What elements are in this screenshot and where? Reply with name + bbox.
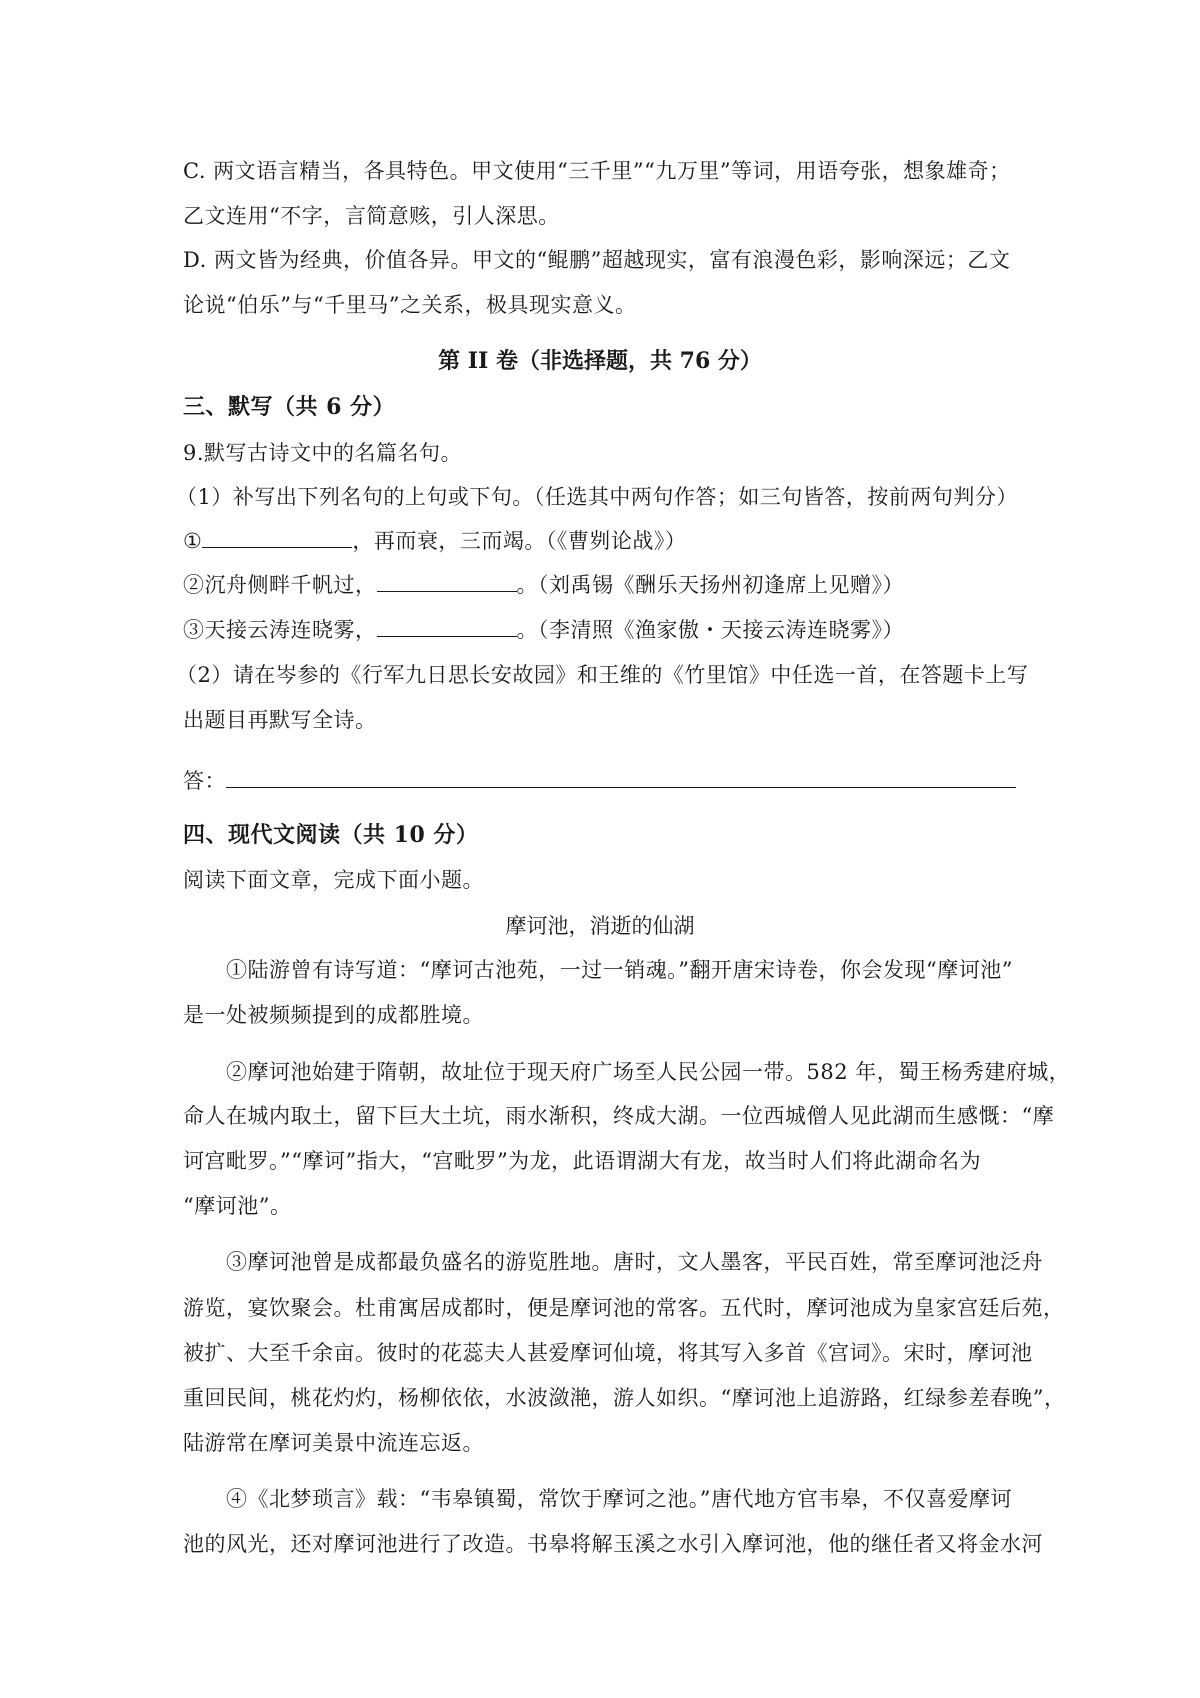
article-title: 摩诃池，消逝的仙湖 <box>505 914 695 938</box>
article-line: ③摩诃池曾是成都最负盛名的游览胜地。唐时，文人墨客，平民百姓，常至摩诃池泛舟 <box>226 1250 1043 1274</box>
section-4-heading: 四、现代文阅读（共 10 分） <box>183 822 479 848</box>
article-line: ②摩诃池始建于隋朝，故址位于现天府广场至人民公园一带。582 年，蜀王杨秀建府城， <box>226 1060 1071 1084</box>
article-line: 重回民间，桃花灼灼，杨柳依依，水波潋滟，游人如织。“摩诃池上追游路，红绿参差春晚”， <box>183 1386 1066 1410</box>
section-3-heading: 三、默写（共 6 分） <box>183 394 396 420</box>
volume-2-title: 第 II 卷（非选择题，共 76 分） <box>438 348 762 374</box>
article-line: 被扩、大至千余亩。彼时的花蕊夫人甚爱摩诃仙境，将其写入多首《宫词》。宋时，摩诃池 <box>183 1341 1033 1365</box>
answer-line[interactable] <box>226 767 1016 788</box>
fill-blank-1[interactable] <box>202 527 352 548</box>
article-line: 诃宫毗罗。”“摩诃”指大，“宫毗罗”为龙，此语谓湖大有龙，故当时人们将此湖命名为 <box>183 1149 982 1173</box>
answer-row <box>183 766 1016 796</box>
fill-item-2-prefix: ②沉舟侧畔千帆过， <box>183 573 377 597</box>
fill-blank-2[interactable] <box>377 571 517 592</box>
fill-item-3 <box>183 615 904 645</box>
fill-item-3-suffix: 。（李清照《渔家傲・天接云涛连晓雾》） <box>516 618 904 642</box>
option-d-line-2: 论说“伯乐”与“千里马”之关系，极具现实意义。 <box>183 293 637 317</box>
question-9-part-2-line-1: （2）请在岑参的《行军九日思长安故园》和王维的《竹里馆》中任选一首，在答题卡上写 <box>176 663 1029 687</box>
reading-intro: 阅读下面文章，完成下面小题。 <box>183 868 484 892</box>
fill-item-1 <box>183 526 686 556</box>
article-line: 游览，宴饮聚会。杜甫寓居成都时，便是摩诃池的常客。五代时，摩诃池成为皇家宫廷后苑， <box>183 1296 1065 1320</box>
answer-label: 答： <box>183 769 226 793</box>
option-c-line-1: C. 两文语言精当，各具特色。甲文使用“三千里”“九万里”等词，用语夸张，想象雄奇； <box>183 159 1011 183</box>
fill-item-2-suffix: 。（刘禹锡《酬乐天扬州初逢席上见赠》） <box>516 573 904 597</box>
fill-blank-3[interactable] <box>377 616 517 637</box>
article-line: 陆游常在摩诃美景中流连忘返。 <box>183 1431 484 1455</box>
fill-item-3-prefix: ③天接云涛连晓雾， <box>183 618 377 642</box>
article-line: 池的风光，还对摩诃池进行了改造。书皋将解玉溪之水引入摩诃池，他的继任者又将金水河 <box>183 1532 1043 1556</box>
article-line: “摩诃池”。 <box>183 1194 292 1218</box>
article-line: ①陆游曾有诗写道：“摩诃古池苑，一过一销魂。”翻开唐宋诗卷，你会发现“摩诃池” <box>226 958 1013 982</box>
question-9: 9.默写古诗文中的名篇名句。 <box>183 441 463 465</box>
question-9-part-2-line-2: 出题目再默写全诗。 <box>183 708 377 732</box>
article-line: 是一处被频频提到的成都胜境。 <box>183 1003 484 1027</box>
article-line: 命人在城内取土，留下巨大土坑，雨水渐积，终成大湖。一位西城僧人见此湖而生感慨：“摩 <box>183 1104 1055 1128</box>
option-d-line-1: D. 两文皆为经典，价值各异。甲文的“鲲鹏”超越现实，富有浪漫色彩，影响深远；乙文 <box>183 248 1011 272</box>
article-line: ④《北梦琐言》载：“韦皋镇蜀，常饮于摩诃之池。”唐代地方官韦皋，不仅喜爱摩诃 <box>226 1487 1012 1511</box>
fill-item-2 <box>183 570 904 600</box>
question-9-part-1: （1）补写出下列名句的上句或下句。（任选其中两句作答；如三句皆答，按前两句判分） <box>176 485 1018 509</box>
option-c-line-2: 乙文连用“不字，言简意赅，引人深思。 <box>183 204 560 228</box>
fill-item-1-prefix: ① <box>183 529 203 553</box>
fill-item-1-suffix: ，再而衰，三而竭。（《曹刿论战》） <box>352 529 687 553</box>
